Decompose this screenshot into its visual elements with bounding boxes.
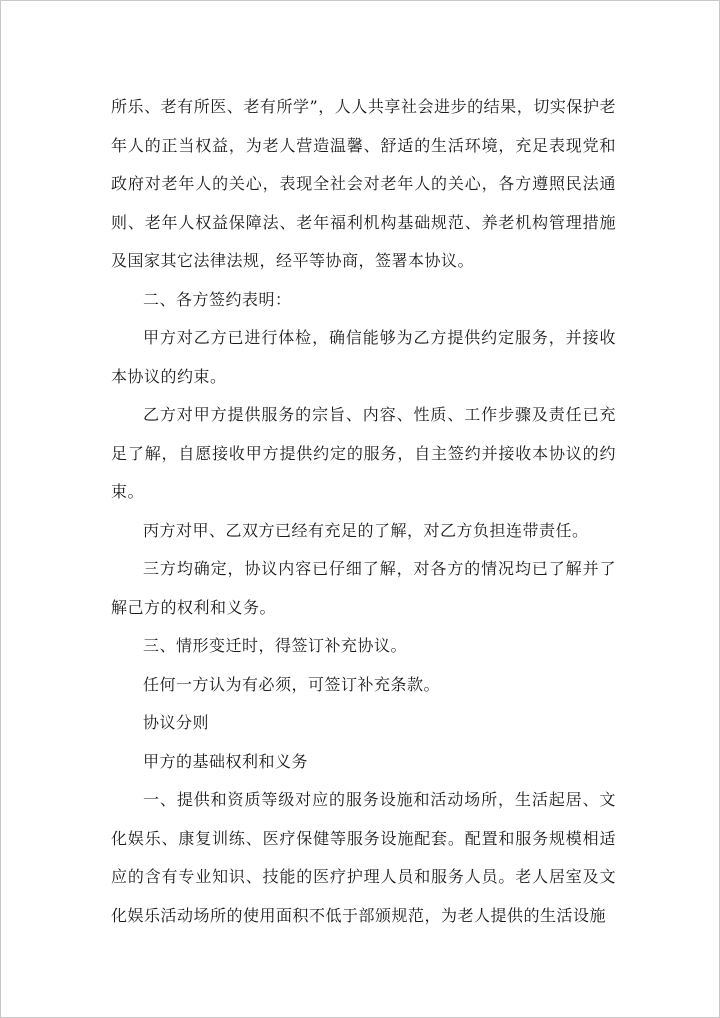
paragraph-4: 乙方对甲方提供服务的宗旨、内容、性质、工作步骤及责任已充足了解，自愿接收甲方提供约定的服务，自主签约并接收本协议的约束。 <box>111 405 616 501</box>
paragraph-1: 所乐、老有所医、老有所学”，人人共享社会进步的结果，切实保护老年人的正当权益，为老人营造温馨、舒适的生活环境，充足表现党和政府对老年人的关心，表现全社会对老年人的关心，各方遵照民法通则、老年人权益保障法、老年福利机构基础规范、养老机构管理措施及国家其它法律法规，经平等协商，签署本协议。 <box>111 97 616 270</box>
paragraph-11: 一、提供和资质等级对应的服务设施和活动场所，生活起居、文化娱乐、康复训练、医疗保健等服务设施配套。配置和服务规模相适应的含有专业知识、技能的医疗护理人员和服务人员。老人居室及文化娱乐活动场所的使用面积不低于部颁规范，为老人提供的生活设施 <box>111 790 616 925</box>
paragraph-3: 甲方对乙方已进行体检，确信能够为乙方提供约定服务，并接收本协议的约束。 <box>111 328 616 386</box>
paragraph-5: 丙方对甲、乙双方已经有充足的了解，对乙方负担连带责任。 <box>143 520 589 540</box>
document-body <box>111 88 616 935</box>
paragraph-2: 二、各方签约表明： <box>143 289 292 309</box>
paragraph-7: 三、情形变迁时，得签订补充协议。 <box>143 636 408 655</box>
section-heading-party-a-rights: 甲方的基础权利和义务 <box>143 751 309 771</box>
paragraph-6: 三方均确定，协议内容已仔细了解，对各方的情况均已了解并了解己方的权利和义务。 <box>111 559 616 617</box>
paragraph-8: 任何一方认为有必须，可签订补充条款。 <box>143 674 441 694</box>
section-heading-agreement-details: 协议分则 <box>143 713 210 732</box>
